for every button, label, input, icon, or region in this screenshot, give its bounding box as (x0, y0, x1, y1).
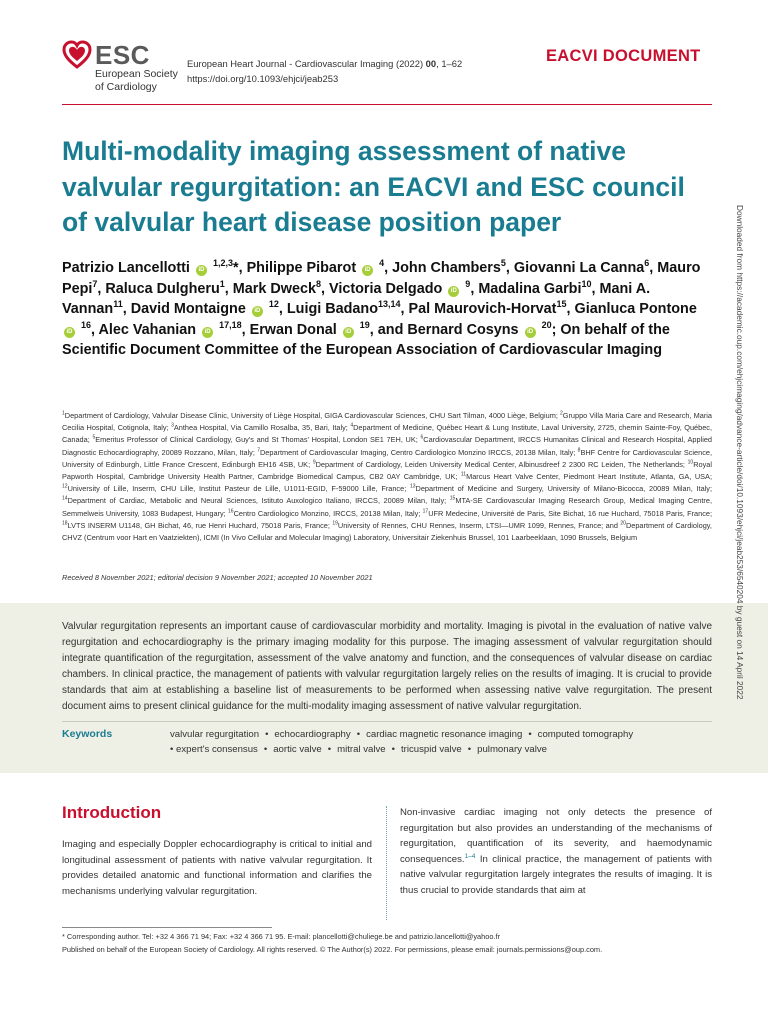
author-affil: 11 (113, 299, 123, 310)
affiliation-number: 16 (228, 508, 234, 515)
keywords-label: Keywords (62, 728, 113, 740)
author-affil: 10 (581, 278, 592, 289)
esc-logo (62, 40, 178, 96)
header-divider (62, 104, 712, 105)
affiliation-text: Gruppo Villa Maria Care and Research, Maria Cecilia Hospital, Cotignola, Italy; (62, 411, 712, 433)
copyright-note: Published on behalf of the European Society of Cardiology. All rights reserved. © The Author(s) 2022. For permissions, please email: journals.permissions@oup.com. (62, 945, 603, 954)
affiliation-text: MTA-SE Cardiovascular Imaging Research Group, Medical Imaging Centre, Semmelweis University, 1083 Budapest, Hungary; (62, 496, 713, 518)
affiliation-number: 5 (92, 434, 96, 441)
author-affil: 5 (500, 258, 506, 269)
affiliation-text: Department of Cardiovascular Imaging, Centro Cardiologico Monzino IRCCS, 20138 Milan, Italy; (259, 447, 578, 457)
author-name: Philippe Pibarot (246, 260, 357, 276)
affiliation-text: Emeritus Professor of Clinical Cardiology, Guy's and St Thomas' Hospital, London SE1 7EH, UK; (95, 435, 421, 445)
affiliation-text: Cardiovascular Department, IRCCS Humanitas Clinical and Research Hospital, Applied Diagnostic Echocardiography, 20089 Rozzano, Milan, Italy; (62, 435, 712, 457)
section-heading-introduction: Introduction (62, 803, 162, 822)
affiliation-number: 12 (62, 483, 68, 490)
affiliation-number: 10 (687, 459, 694, 466)
intro-paragraph-right (400, 805, 712, 898)
author-name: Alec Vahanian (98, 321, 197, 338)
heart-logo-icon (62, 40, 92, 70)
author-affil: 8 (315, 278, 321, 289)
affiliation-number: 3 (171, 422, 174, 429)
keyword: • aortic valve (258, 744, 322, 755)
download-watermark (732, 205, 746, 825)
author-affil: 16 (81, 319, 92, 330)
orcid-icon[interactable]: iD (525, 327, 536, 338)
keyword: • pulmonary valve (462, 744, 547, 755)
journal-name: European Heart Journal - Cardiovascular Imaging (2022) (187, 58, 426, 69)
keyword: • mitral valve (322, 744, 386, 755)
journal-volume: 00 (425, 58, 437, 69)
affiliations (62, 410, 712, 544)
intro-right-text-b: In clinical practice, the management of patients with native valvular regurgitation largely integrates the results of imaging. It is thus crucial to provide standards that aim at (400, 853, 712, 896)
author-name: Victoria Delgado (329, 280, 443, 297)
affiliation-number: 8 (577, 447, 581, 454)
author-name: Giovanni La Canna (513, 260, 645, 276)
affiliation-number: 14 (62, 495, 68, 502)
affiliation-number: 4 (350, 422, 354, 429)
affiliation-number: 13 (409, 483, 416, 490)
keywords-line-2: • expert's consensus• aortic valve• mitral valve• tricuspid valve• pulmonary valve (170, 744, 547, 755)
author-affil: 17,18 (219, 319, 242, 330)
journal-pages: , 1–62 (436, 58, 463, 69)
author-affil: 15 (556, 299, 567, 310)
orcid-icon[interactable]: iD (343, 327, 354, 338)
column-divider (386, 806, 387, 920)
affiliation-number: 20 (620, 520, 626, 527)
author-affil: 7 (92, 278, 98, 289)
author-name: Bernard Cosyns (407, 321, 519, 338)
logo-society-line2: of Cardiology (95, 81, 157, 93)
author-affil: 12 (268, 299, 279, 310)
author-affil: 4 (379, 258, 385, 269)
author-name: Patrizio Lancellotti (62, 260, 190, 276)
author-affil: 20 (541, 319, 552, 330)
author-affil: 1,2,3 (212, 258, 233, 269)
document-type-label: EACVI DOCUMENT (546, 47, 701, 65)
on-behalf-text: ; On behalf of the Scientific Document Committee of the European Association of Cardiovascular Imaging (62, 321, 670, 359)
keyword: expert's consensus (176, 744, 258, 755)
orcid-icon[interactable]: iD (196, 265, 207, 276)
affiliation-text: University of Lille, Inserm, CHU Lille, Institut Pasteur de Lille, U1011-EGID, F-59000 Lille, France; (67, 484, 410, 494)
affiliation-text: Marcus Heart Valve Center, Piedmont Heart Institute, Atlanta, GA, USA; (466, 472, 712, 482)
orcid-icon[interactable]: iD (252, 306, 263, 317)
paper-title: Multi-modality imaging assessment of native valvular regurgitation: an EACVI and ESC council of valvular heart disease position paper (62, 136, 685, 237)
keyword: • computed tomography (522, 729, 633, 740)
affiliation-number: 11 (460, 471, 467, 478)
orcid-icon[interactable]: iD (202, 327, 213, 338)
author-name: Mark Dweck (232, 280, 316, 297)
intro-right-text-a: Non-invasive cardiac imaging not only detects the presence of regurgitation but also provides an understanding of the mechanisms of regurgitation, quantification of its severity, and haemodynamic consequences. (400, 807, 712, 865)
keyword: • cardiac magnetic resonance imaging (351, 729, 523, 740)
keyword: • tricuspid valve (386, 744, 462, 755)
author-name: Madalina Garbi (478, 280, 582, 297)
affiliation-number: 6 (420, 434, 424, 441)
affiliation-text: Royal Papworth Hospital, Cambridge University Health Partner, Cambridge Biomedical Campus, CB2 0AY Cambridge, UK; (62, 459, 712, 482)
affiliation-number: 15 (449, 495, 456, 502)
affiliation-text: Centro Cardiologico Monzino, IRCCS, 20138 Milan, Italy; (233, 508, 423, 518)
download-watermark-text: Downloaded from https://academic.oup.com/ehjcimaging/advance-article/doi/10.1093/ehjci/jeab253/6540204 by guest on 14 April 2022 (735, 205, 745, 700)
author-name: Mauro Pepi (62, 260, 701, 297)
orcid-icon[interactable]: iD (64, 327, 75, 338)
author-name: Erwan Donal (249, 321, 337, 338)
footnote-divider (62, 927, 272, 928)
received-dates: Received 8 November 2021; editorial decision 9 November 2021; accepted 10 November 2021 (62, 573, 373, 582)
intro-paragraph-left: Imaging and especially Doppler echocardiography is critical to initial and longitudinal assessment of patients with native valvular regurgitation. It provides detailed anatomic and functional information and clarifies the mechanisms underlying valvular regurgitation. (62, 839, 372, 897)
journal-citation (187, 56, 462, 86)
affiliation-text: Anthea Hospital, Via Camillo Rosalba, 35, Bari, Italy; (173, 423, 351, 433)
affiliation-text: UFR Medecine, Université de Paris, Site Bichat, 16 rue Huchard, 75018 Paris, France; (428, 508, 713, 518)
affiliation-text: University of Rennes, CHU Rennes, Inserm, LTSI—UMR 1099, Rennes, France; and (337, 520, 621, 530)
keywords-line-1 (170, 729, 633, 740)
affiliation-text: Department of Cardiology, Leiden University Medical Center, Albinusdreef 2 2300 RC Leiden, The Netherlands; (315, 459, 688, 469)
author-affil: 1 (219, 278, 225, 289)
abstract-text: Valvular regurgitation represents an important cause of cardiovascular morbidity and mortality. Imaging is pivotal in the evaluation of native valve regurgitation and echocardiography is the primary imaging modality for this purpose. The imaging assessment of valvular regurgitation should integrate quantification of the regurgitation, assessment of the valve anatomy and function, and the consequences of valvular disease on cardiac chambers. In clinical practice, the management of patients with valvular regurgitation largely relies on the results of imaging. It is crucial to provide standards that aim at establishing a baseline list of measurements to be performed when assessing native valve regurgitation. The present document aims to present clinical guidance for the multi-modality imaging assessment of native valvular regurgitation. (62, 621, 712, 712)
affiliation-number: 18 (62, 520, 68, 527)
affiliation-text: BHF Centre for Cardiovascular Science, University of Edinburgh, Little France Crescent, Edinburgh EH16 4SB, UK; (62, 447, 712, 469)
affiliation-number: 2 (559, 410, 563, 417)
affiliation-text: LVTS INSERM U1148, GH Bichat, 46, rue Henri Huchard, 75018 Paris, France; (67, 520, 333, 530)
author-name: Pal Maurovich-Horvat (408, 301, 557, 318)
author-name: Luigi Badano (286, 301, 378, 318)
reference-link[interactable]: 1–4 (464, 852, 476, 860)
affiliation-text: Department of Cardiology, CHVZ (Centrum voor Hart en Vaatziekten), ICMI (In Vivo Cellular and Molecular Imaging) Laboratory, Universitair Ziekenhuis Brussel, 101 Laarbeeklaan, 1090 Brussels, Belgium (62, 520, 712, 543)
author-affil: 13,14 (378, 299, 401, 310)
logo-society-line1: European Society (95, 68, 178, 80)
affiliation-text: Department of Medicine, Québec Heart & Lung Institute, Laval University, 2725, chemin Sainte-Foy, Québec, Canada; (62, 423, 712, 445)
keyword: • echocardiography (259, 729, 351, 740)
author-name: Mani A. Vannan (62, 280, 651, 318)
author-affil: 9 (465, 278, 471, 289)
orcid-icon[interactable]: iD (362, 265, 373, 276)
affiliation-text: Department of Cardiac, Metabolic and Neural Sciences, Istituto Auxologico Italiano, IRCCS, 20089 Milan, Italy; (67, 496, 450, 506)
corresponding-author-note: * Corresponding author. Tel: +32 4 366 71 94; Fax: +32 4 366 71 95. E-mail: plancellotti@chuliege.be and patrizio.lancellotti@yahoo.fr (62, 932, 501, 941)
affiliation-number: 17 (422, 508, 429, 515)
author-name: David Montaigne (130, 301, 246, 318)
doi-link[interactable]: https://doi.org/10.1093/ehjci/jeab253 (187, 73, 339, 84)
affiliation-number: 19 (332, 520, 338, 527)
abstract-divider (62, 721, 712, 722)
affiliation-text: Department of Medicine and Surgery, University of Milano-Bicocca, 20089 Milan, Italy; (415, 484, 712, 494)
affiliation-number: 9 (312, 459, 316, 466)
author-name: Raluca Dulgheru (105, 280, 220, 297)
affiliation-number: 7 (257, 447, 260, 454)
orcid-icon[interactable]: iD (448, 286, 459, 297)
author-affil: 6 (644, 258, 650, 269)
author-name: Gianluca Pontone (574, 301, 697, 318)
keyword: valvular regurgitation (170, 729, 260, 740)
author-list: Patrizio Lancellotti iD $^{1,2,3}$*, Philippe Pibarot iD $^4$, John Chambers$^5$, Giovanni La Canna$^6$, Mauro Pepi$^7$, Raluca Dulgheru$^1$, Mark Dweck$^8$, Victoria Delgado iD $^9$, Madalina Garbi$^{10}$, Mani A. Vannan$^{11}$, David Montaigne iD $^{12}$, Luigi Badano$^{13,14}$, Pal Maurovich-Horvat$^{15}$, Gianluca Pontone iD $^{16}$, Alec Vahanian iD $^{17,18}$, Erwan Donal iD $^{19}$, and Bernard Cosyns iD $^{20}$; On behalf of the Scientific Document Committee of the European Association of Cardiovascular Imaging (62, 258, 701, 359)
author-name: John Chambers (392, 260, 501, 276)
author-affil: 19 (359, 319, 370, 330)
affiliation-number: 1 (62, 410, 65, 417)
affiliation-text: Department of Cardiology, Valvular Disease Clinic, University of Liège Hospital, GIGA Cardiovascular Sciences, CHU Sart Tilman, 4000 Liège, Belgium; (64, 411, 560, 420)
logo-esc-text: ESC (95, 40, 150, 70)
